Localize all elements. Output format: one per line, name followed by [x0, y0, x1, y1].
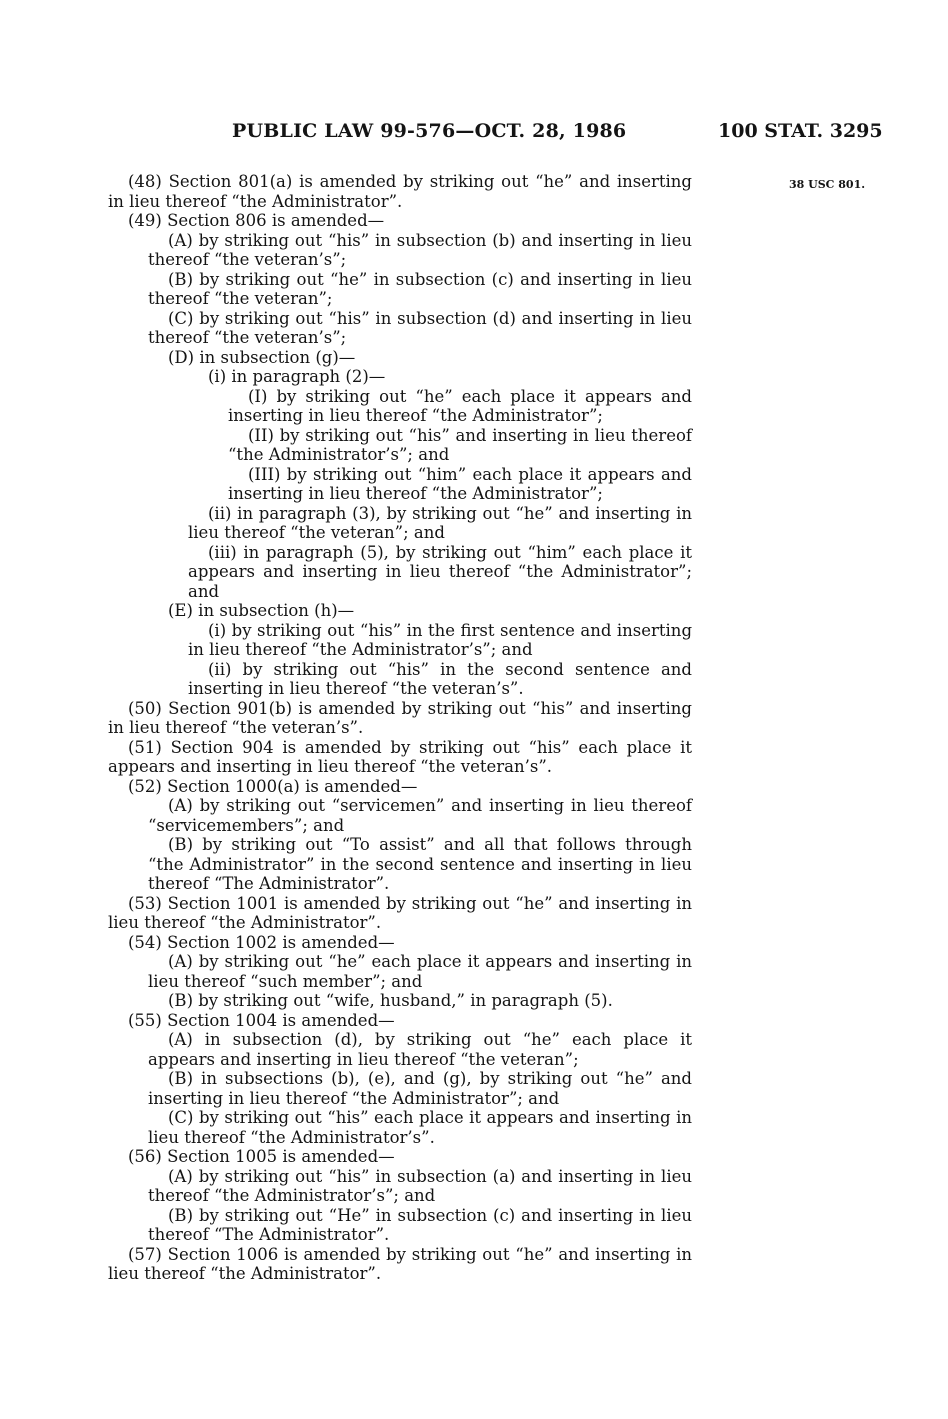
statute-paragraph: (A) by striking out “he” each place it appears and inserting in lieu thereof “such member”; and	[148, 952, 692, 991]
statute-paragraph: (iii) in paragraph (5), by striking out “him” each place it appears and inserting in lieu thereof “the Administrator”; and	[188, 542, 692, 601]
statute-paragraph: (A) in subsection (d), by striking out “he” each place it appears and inserting in lieu thereof “the veteran”;	[148, 1030, 692, 1069]
statute-paragraph: (B) in subsections (b), (e), and (g), by striking out “he” and inserting in lieu thereof “the Administrator”; and	[148, 1069, 692, 1108]
statute-paragraph: (A) by striking out “servicemen” and inserting in lieu thereof “servicemembers”; and	[148, 796, 692, 835]
statute-paragraph: (C) by striking out “his” in subsection (d) and inserting in lieu thereof “the veteran’s”;	[148, 308, 692, 347]
statute-paragraph: (54) Section 1002 is amended—	[128, 932, 395, 952]
statute-paragraph: (D) in subsection (g)—	[168, 347, 356, 367]
statute-paragraph: (51) Section 904 is amended by striking out “his” each place it appears and inserting in lieu thereof “the veteran’s”.	[108, 737, 692, 776]
statute-paragraph: (55) Section 1004 is amended—	[128, 1010, 395, 1030]
statute-paragraph: (56) Section 1005 is amended—	[128, 1147, 395, 1166]
statute-paragraph: (57) Section 1006 is amended by striking out “he” and inserting in lieu thereof “the Administrator”.	[108, 1244, 692, 1283]
margin-citation: 38 USC 801.	[789, 178, 866, 191]
statute-paragraph: (i) in paragraph (2)—	[208, 367, 386, 386]
running-header-stat: 100 STAT. 3295	[718, 120, 883, 142]
running-header-title: PUBLIC LAW 99-576—OCT. 28, 1986	[232, 120, 627, 142]
statute-paragraph: (52) Section 1000(a) is amended—	[128, 776, 418, 796]
statute-paragraph: (48) Section 801(a) is amended by striking out “he” and inserting in lieu thereof “the Administrator”.	[108, 172, 692, 211]
statute-paragraph: (53) Section 1001 is amended by striking out “he” and inserting in lieu thereof “the Administrator”.	[108, 893, 692, 932]
statute-paragraph: (B) by striking out “He” in subsection (c) and inserting in lieu thereof “The Administrator”.	[148, 1205, 692, 1244]
statute-paragraph: (E) in subsection (h)—	[168, 601, 355, 620]
statute-paragraph: (A) by striking out “his” in subsection (b) and inserting in lieu thereof “the veteran’s”;	[148, 230, 692, 269]
statute-paragraph: (ii) by striking out “his” in the second sentence and inserting in lieu thereof “the veteran’s”.	[188, 659, 692, 698]
statute-paragraph: (II) by striking out “his” and inserting in lieu thereof “the Administrator’s”; and	[228, 425, 692, 464]
statute-body	[108, 172, 692, 1284]
statute-paragraph: (III) by striking out “him” each place it appears and inserting in lieu thereof “the Administrator”;	[228, 464, 692, 503]
statute-paragraph: (i) by striking out “his” in the first sentence and inserting in lieu thereof “the Administrator’s”; and	[188, 620, 692, 659]
statute-paragraph: (I) by striking out “he” each place it appears and inserting in lieu thereof “the Administrator”;	[228, 386, 692, 425]
statute-paragraph: (A) by striking out “his” in subsection (a) and inserting in lieu thereof “the Administrator’s”; and	[148, 1166, 692, 1205]
statute-paragraph: (49) Section 806 is amended—	[128, 211, 385, 230]
statute-paragraph: (B) by striking out “he” in subsection (c) and inserting in lieu thereof “the veteran”;	[148, 269, 692, 308]
statute-paragraph: (C) by striking out “his” each place it appears and inserting in lieu thereof “the Administrator’s”.	[148, 1108, 692, 1147]
statute-paragraph: (50) Section 901(b) is amended by striking out “his” and inserting in lieu thereof “the veteran’s”.	[108, 698, 692, 737]
statute-paragraph: (B) by striking out “wife, husband,” in paragraph (5).	[168, 991, 613, 1010]
statute-paragraph: (ii) in paragraph (3), by striking out “he” and inserting in lieu thereof “the veteran”; and	[188, 503, 692, 542]
statute-paragraph: (B) by striking out “To assist” and all that follows through “the Administrator” in the second sentence and inserting in lieu thereof “The Administrator”.	[148, 835, 692, 893]
